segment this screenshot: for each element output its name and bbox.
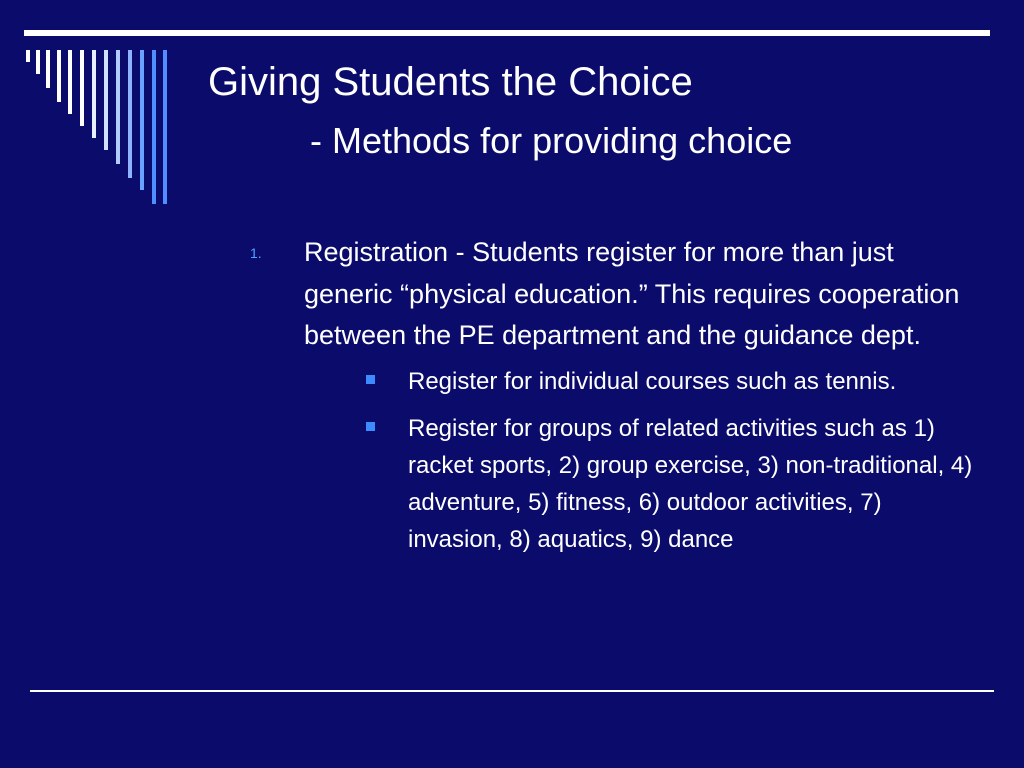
slide-title: Giving Students the Choice (208, 60, 693, 104)
square-bullet-icon (366, 422, 375, 431)
stripe (152, 50, 156, 204)
title-block (208, 58, 988, 162)
stripe (116, 50, 120, 164)
sub-bullet-item (304, 410, 974, 558)
decorative-stripes (0, 0, 180, 220)
square-bullet-icon (366, 375, 375, 384)
numbered-marker: 1. (250, 245, 262, 261)
sub-bullet-text: Register for groups of related activities such as 1) racket sports, 2) group exercise, 3) non-traditional, 4) adventure, 5) fitness, 6) outdoor activities, 7) invasion, 8) aquatics, 9) dance (408, 414, 973, 553)
stripe (128, 50, 132, 178)
stripe (80, 50, 84, 126)
sub-bullet-list (304, 363, 974, 558)
stripe (68, 50, 72, 114)
stripe (57, 50, 61, 102)
bottom-rule (30, 690, 994, 692)
stripe (36, 50, 40, 74)
stripe (140, 50, 144, 190)
stripe (26, 50, 30, 62)
numbered-item-text: Registration - Students register for more than just generic “physical education.” This requires cooperation between the PE department and the guidance dept. (304, 237, 960, 350)
slide-body (244, 232, 974, 568)
slide-subtitle: - Methods for providing choice (310, 120, 793, 161)
numbered-item (244, 232, 974, 558)
sub-bullet-text: Register for individual courses such as tennis. (408, 367, 897, 395)
sub-bullet-item (304, 363, 974, 400)
stripe (104, 50, 108, 150)
stripe (163, 50, 167, 204)
stripe (46, 50, 50, 88)
stripe (92, 50, 96, 138)
